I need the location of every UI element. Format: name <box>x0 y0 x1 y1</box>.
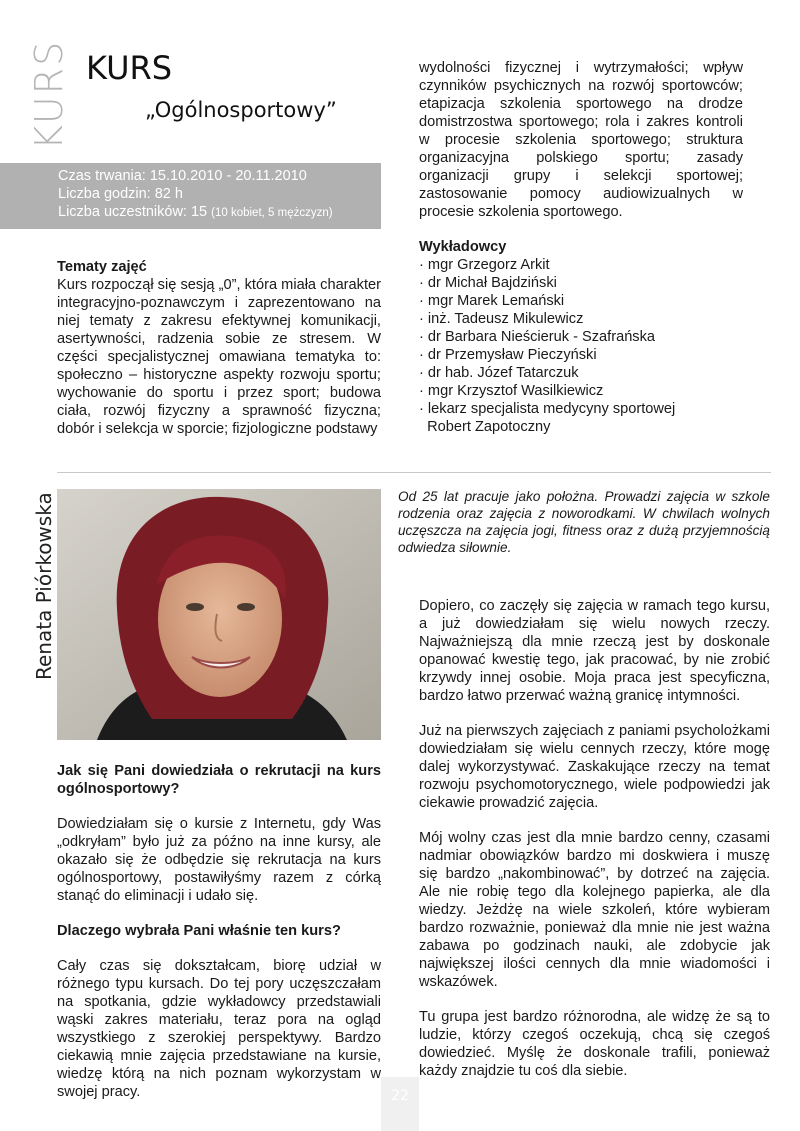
lecturer-item: · dr Michał Bajdziński <box>419 275 557 291</box>
lecturers-heading: Wykładowcy <box>419 239 507 255</box>
lecturer-item: Robert Zapotoczny <box>419 419 551 435</box>
answer-1: Dowiedziałam się o kursie z Internetu, gdy Was „odkryłam” było już za późno na inne kursy, ale okazało się że odbędzie się rekrutacja na kurs ogólnosportowy, postawiłyśmy razem z córką stanąć do eliminacji i udało się. <box>57 816 381 904</box>
interview-right-column <box>419 597 770 1097</box>
course-participants <box>58 203 381 222</box>
lecturer-item: · dr Barbara Nieścieruk - Szafrańska <box>419 329 656 345</box>
topics-heading: Tematy zajęć <box>57 259 147 275</box>
answer-paragraph: Tu grupa jest bardzo różnorodna, ale widzę że są to ludzie, którzy czegoś oczekują, chcą się czegoś dowiedzieć. Myślę że doskonale trafili, ponieważ każdy znajdzie tu coś dla siebie. <box>419 1009 770 1079</box>
lecturer-item: · mgr Krzysztof Wasilkiewicz <box>419 383 604 399</box>
page-number: 22 <box>391 1088 409 1104</box>
interview-left-column <box>57 762 381 1118</box>
lecturer-item: · lekarz specjalista medycyny sportowej <box>419 401 676 417</box>
course-subtitle: „Ogólnosportowy” <box>145 98 337 122</box>
profile-name: Renata Piórkowska <box>32 492 56 680</box>
vertical-kurs-label: KURS <box>27 39 71 150</box>
section-divider <box>57 472 771 473</box>
participants-detail: (10 kobiet, 5 mężczyzn) <box>211 207 333 219</box>
profile-intro: Od 25 lat pracuje jako położna. Prowadzi zajęcia w szkole rodzenia oraz zajęcia z noworodkami. W chwilach wolnych uczęszcza na zajęcia jogi, fitness oraz z dużą przyjemnością odwiedza siłownie. <box>398 489 770 555</box>
lecturer-item: · dr Przemysław Pieczyński <box>419 347 597 363</box>
course-title: KURS <box>86 49 173 87</box>
question-2: Dlaczego wybrała Pani właśnie ten kurs? <box>57 923 341 939</box>
course-info-box <box>0 163 381 229</box>
lecturer-item: · dr hab. Józef Tatarczuk <box>419 365 579 381</box>
answer-paragraph: Mój wolny czas jest dla mnie bardzo cenny, czasami nadmiar obowiązków bardzo mi doskwiera i muszę się bardzo „nakombinować”, by dotrzeć na zajęcia. Ale nie robię tego dla kolejnego papierka, ale dla wiedzy. Jeżdżę na wiele szkoleń, które wybieram bardzo rozważnie, ponieważ dla mnie nie jest ważna zabawa po godzinach nauki, ale zdobycie jak największej ilości cennych dla mnie wiadomości i wskazówek. <box>419 830 770 990</box>
answer-paragraph: Dopiero, co zaczęły się zajęcia w ramach tego kursu, a już dowiedziałam się wielu nowych rzeczy. Najważniejszą dla mnie rzeczą jest by doskonale opanować kwestię tego, jak pracować, by nie zrobić krzywdy innej osobie. Moja praca jest specyficzna, bardzo łatwo przerwać ważną granicę intymności. <box>419 598 770 704</box>
answer-2: Cały czas się dokształcam, biorę udział w różnego typu kursach. Do tej pory uczęszczałam na spotkania, gdzie wykładowcy przedstawiali wąski zakres materiału, teraz pora na ogląd wszystkiego z szerokiej perspektywy. Bardzo ciekawią mnie zajęcia przedstawiane na kursie, wiedzę którą na nich poznam wykorzystam w swojej pracy. <box>57 958 381 1100</box>
profile-photo <box>57 489 381 740</box>
course-hours: Liczba godzin: 82 h <box>58 186 183 202</box>
topics-section <box>57 258 381 438</box>
question-1: Jak się Pani dowiedziała o rekrutacji na kurs ogólnosportowy? <box>57 763 381 797</box>
lecturer-item: · mgr Grzegorz Arkit <box>419 257 550 273</box>
portrait-illustration <box>57 489 381 740</box>
lecturers-list <box>419 256 759 436</box>
answer-paragraph: Już na pierwszych zajęciach z paniami psycholożkami dowiedziałam się wielu cennych rzeczy, które mogę dalej wykorzystywać. Zaskakujące rzeczy na temat rozwoju psychomotorycznego, wiele podpowiedzi jak ciekawie prowadzić zajęcia. <box>419 723 770 811</box>
page-number-box <box>381 1077 419 1131</box>
course-duration: Czas trwania: 15.10.2010 - 20.11.2010 <box>58 168 307 184</box>
lecturer-item: · inż. Tadeusz Mikulewicz <box>419 311 584 327</box>
participants-count: Liczba uczestników: 15 <box>58 204 208 220</box>
topics-text: Kurs rozpoczął się sesją „0”, która miała charakter integracyjno-poznawczym i zaprezentowano na niej tematy z zakresu efektywnej komunikacji, asertywności, radzenia sobie ze stresem. W części specjalistycznej omawiana tematyka to: społeczno – historyczne aspekty rozwoju sportu; wychowanie do sportu i przez sport; budowa ciała, rozwój fizyczny a sprawność fizyczna; dobór i selekcja w sporcie; fizjologiczne podstawy <box>57 277 381 437</box>
topics-continuation: wydolności fizycznej i wytrzymałości; wpływ czynników psychicznych na rozwój sportowców; etapizacja szkolenia sportowego na drodze domistrzostwa sportowego; rola i zakres kontroli w procesie szkolenia sportowego; struktura organizacyjna polskiego sportu; zasady organizacji grupy i selekcji sportowej; zastosowanie pomocy audiowizualnych w procesie szkolenia sportowego. <box>419 60 743 220</box>
lecturers-section <box>419 238 759 436</box>
lecturer-item: · mgr Marek Lemański <box>419 293 565 309</box>
